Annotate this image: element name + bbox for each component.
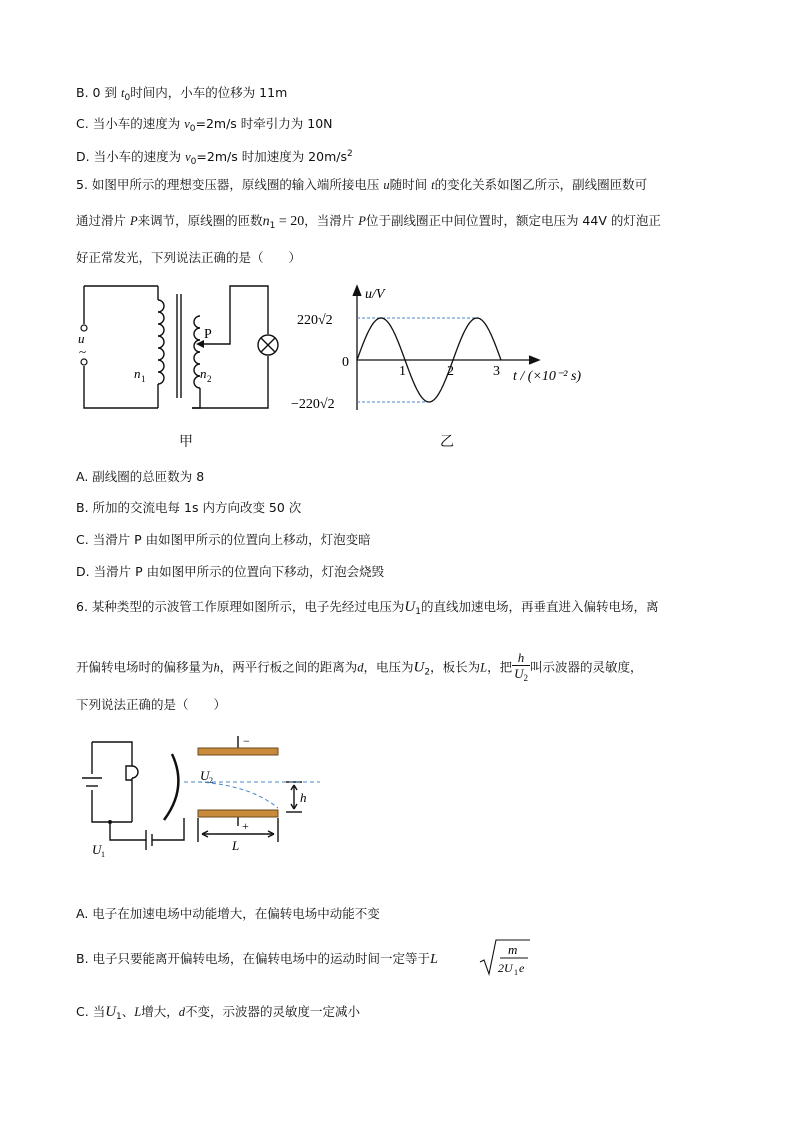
sensitivity-fraction bbox=[512, 650, 530, 686]
q6-stem-line1 bbox=[76, 598, 659, 621]
q5-stem-line2 bbox=[76, 212, 661, 235]
variable-u2: U bbox=[413, 659, 425, 676]
text: 来调节，原线圈的匝数 bbox=[137, 213, 263, 228]
label-p: P bbox=[204, 327, 212, 342]
subscript: 0 bbox=[189, 124, 196, 134]
text: 不变，示波器的灵敏度一定减小 bbox=[185, 1004, 361, 1019]
text: 开偏转电场时的偏移量为 bbox=[76, 659, 214, 675]
q6-option-c bbox=[76, 1003, 360, 1026]
option-text: 当小车的速度为 bbox=[93, 149, 182, 164]
option-text: 所加的交流电每 1s 内方向改变 50 次 bbox=[92, 500, 302, 515]
option-text: 当滑片 P 由如图甲所示的位置向上移动，灯泡变暗 bbox=[92, 532, 371, 547]
variable-l: L bbox=[430, 952, 438, 967]
option-text: 副线圈的总匝数为 8 bbox=[92, 469, 205, 484]
label-u: u bbox=[78, 331, 85, 346]
variable-v: v bbox=[184, 117, 190, 131]
q6-stem-line2 bbox=[76, 650, 643, 686]
label-u1: U bbox=[92, 842, 102, 857]
label-l: L bbox=[232, 838, 240, 853]
option-label: A. bbox=[76, 906, 89, 921]
q6-stem-line3: 下列说法正确的是（ ） bbox=[76, 697, 227, 712]
subscript: 0 bbox=[124, 93, 131, 103]
variable-p: P bbox=[130, 214, 138, 228]
q5-option-a bbox=[76, 468, 204, 486]
label-u2-sub: 2 bbox=[209, 776, 213, 785]
denominator-2u: 2U bbox=[498, 961, 513, 975]
variable-n: n bbox=[262, 214, 270, 229]
option-text: 电子只要能离开偏转电场，在偏转电场中的运动时间一定等于 bbox=[92, 951, 431, 966]
q6-option-a bbox=[76, 905, 380, 923]
option-label: D. bbox=[76, 149, 90, 164]
q5-option-d bbox=[76, 563, 384, 581]
x-axis-label: t / (×10⁻² s) bbox=[513, 369, 582, 384]
option-label: A. bbox=[76, 469, 89, 484]
text: 叫示波器的灵敏度， bbox=[530, 659, 643, 675]
label-n2-sub: 2 bbox=[207, 374, 212, 384]
label-n2: n bbox=[200, 366, 207, 381]
figure-caption-jia: 甲 bbox=[179, 434, 193, 450]
transformer-circuit-diagram bbox=[70, 280, 280, 415]
variable-t: t bbox=[120, 86, 125, 100]
y-axis-label: u/V bbox=[365, 287, 385, 302]
fraction-denominator bbox=[512, 666, 530, 686]
variable-u: u bbox=[383, 178, 390, 192]
x-tick-1: 1 bbox=[399, 364, 406, 379]
text: 6. 某种类型的示波管工作原理如图所示，电子先经过电压为 bbox=[76, 599, 405, 614]
variable-v: v bbox=[185, 150, 191, 164]
text: ，板长为 bbox=[430, 659, 481, 675]
denominator-e: e bbox=[519, 961, 525, 975]
variable-u1: U bbox=[105, 1004, 117, 1020]
variable-u2: U bbox=[514, 666, 524, 681]
variable-u1: U bbox=[404, 599, 416, 615]
subscript: 1 bbox=[269, 221, 276, 231]
option-text: =2m/s 时加速度为 20m/s bbox=[196, 149, 347, 164]
text: 的变化关系如图乙所示，副线圈匝数可 bbox=[434, 177, 648, 192]
variable-d: d bbox=[357, 660, 364, 675]
text: 通过滑片 bbox=[76, 213, 127, 228]
x-tick-3: 3 bbox=[493, 364, 500, 379]
oscilloscope-tube-diagram bbox=[80, 730, 330, 860]
option-text: =2m/s 时牵引力为 10N bbox=[195, 116, 333, 131]
q5-stem-line3: 好正常发光，下列说法正确的是（ ） bbox=[76, 250, 302, 265]
option-text: 电子在加速电场中动能增大，在偏转电场中动能不变 bbox=[92, 906, 380, 921]
prev-option-b bbox=[76, 84, 287, 107]
option-label: C. bbox=[76, 532, 89, 547]
origin-label: 0 bbox=[342, 355, 349, 370]
variable-p: P bbox=[358, 214, 366, 228]
prev-option-d bbox=[76, 145, 353, 171]
text: 随时间 bbox=[389, 177, 428, 192]
option-label: B. bbox=[76, 951, 89, 966]
option-text: 0 到 bbox=[92, 85, 117, 100]
superscript: 2 bbox=[346, 149, 353, 159]
prev-option-c bbox=[76, 115, 333, 138]
x-tick-2: 2 bbox=[447, 364, 454, 379]
voltage-time-graph bbox=[285, 278, 605, 418]
figure-caption-yi: 乙 bbox=[440, 434, 454, 450]
text: 增大， bbox=[141, 1004, 179, 1019]
option-text: 时间内，小车的位移为 11m bbox=[130, 85, 288, 100]
q5-option-b bbox=[76, 499, 301, 517]
option-label: B. bbox=[76, 85, 89, 100]
q5-option-c bbox=[76, 531, 371, 549]
text: 的直线加速电场，再垂直进入偏转电场，离 bbox=[420, 599, 659, 614]
variable-l: L bbox=[134, 1005, 142, 1019]
option-label: C. bbox=[76, 1004, 89, 1019]
text: 位于副线圈正中间位置时，额定电压为 44V 的灯泡正 bbox=[365, 213, 661, 228]
label-n1-sub: 1 bbox=[141, 374, 146, 384]
variable-t: t bbox=[431, 178, 435, 192]
text: ，把 bbox=[487, 659, 513, 675]
y-tick-max: 220√2 bbox=[297, 313, 333, 328]
subscript: 2 bbox=[523, 673, 528, 683]
label-u2: U bbox=[200, 768, 210, 783]
text: ，两平行板之间的距离为 bbox=[219, 659, 358, 675]
variable-h: h bbox=[213, 660, 220, 675]
q5-stem-line1 bbox=[76, 176, 647, 194]
equation: = 20 bbox=[275, 214, 305, 229]
text: 5. 如图甲所示的理想变压器，原线圈的输入端所接电压 bbox=[76, 177, 380, 192]
numerator-m: m bbox=[508, 942, 518, 957]
option-text: 当滑片 P 由如图甲所示的位置向下移动，灯泡会烧毁 bbox=[93, 564, 385, 579]
option-label: D. bbox=[76, 564, 90, 579]
subscript: 1 bbox=[116, 1012, 122, 1022]
q6-option-b bbox=[76, 950, 438, 969]
text: ，电压为 bbox=[363, 659, 414, 675]
option-text: 当小车的速度为 bbox=[92, 116, 181, 131]
label-ac: ~ bbox=[79, 344, 87, 359]
label-n1: n bbox=[134, 366, 141, 381]
fraction-numerator: h bbox=[512, 650, 530, 666]
label-h: h bbox=[300, 790, 307, 805]
label-minus: − bbox=[243, 734, 250, 748]
option-label: C. bbox=[76, 116, 89, 131]
denominator-sub: 1 bbox=[514, 968, 518, 977]
option-label: B. bbox=[76, 500, 89, 515]
subscript: 2 bbox=[424, 667, 431, 678]
text: 当 bbox=[92, 1004, 106, 1019]
variable-l: L bbox=[480, 660, 488, 675]
text: 、 bbox=[121, 1004, 135, 1019]
sqrt-expression bbox=[478, 936, 532, 980]
variable-d: d bbox=[178, 1005, 186, 1019]
y-tick-min: −220√2 bbox=[291, 397, 335, 412]
subscript: 0 bbox=[190, 157, 197, 167]
subscript: 1 bbox=[415, 607, 421, 617]
text: ，当滑片 bbox=[304, 213, 355, 228]
label-plus: + bbox=[242, 819, 249, 833]
label-u1-sub: 1 bbox=[101, 850, 105, 859]
